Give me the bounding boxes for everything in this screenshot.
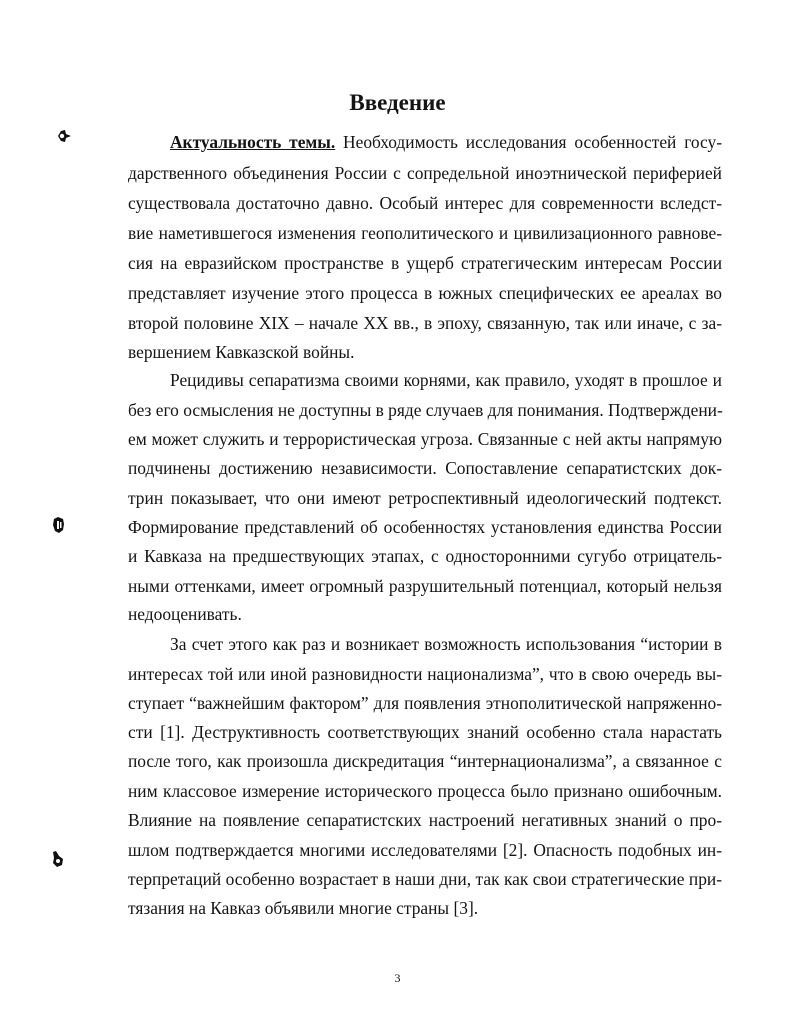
paragraph-2-line-8: ными оттенками, имеет огромный разрушительный потенциал, который нельзя [128,576,722,596]
paragraph-1-line-8: вершением Кавказской войны. [128,342,355,362]
paragraph-3-line-9: терпретаций особенно возрастает в наши дни, так как свои стратегические при- [128,869,722,889]
paragraph-2-line-5: трин показывает, что они имеют ретроспективный идеологический подтекст. [128,488,722,508]
paragraph-1-line-5: сия на евразийском пространстве в ущерб стратегическим интересам России [128,253,722,273]
paragraph-3-line-3: ступает “важнейшим фактором” для появления этнополитической напряженно- [128,693,722,713]
paragraph-1-line-2: дарственного объединения России с сопредельной иноэтнической периферией [128,163,722,183]
paragraph-1-line-1-text: Необходимость исследования особенностей госу- [335,132,722,152]
page-title: Введение [349,90,446,115]
paragraph-1-line-3: существовала достаточно давно. Особый интерес для современности вследст- [128,193,722,213]
scan-mark-bottom [50,850,66,868]
paragraph-3-line-4: сти [1]. Деструктивность соответствующих знаний особенно стала нарастать [128,722,722,742]
scan-mark-middle [51,516,67,534]
paragraph-3-line-2: интересах той или иной разновидности национализма”, что в свою очередь вы- [128,664,722,684]
paragraph-3-line-6: ним классовое измерение исторического процесса было признано ошибочным. [128,781,722,801]
paragraph-3-line-5: после того, как произошла дискредитация “интернационализма”, а связанное с [128,751,722,771]
paragraph-3-line-7: Влияние на появление сепаратистских настроений негативных знаний о про- [128,810,722,830]
paragraph-2-line-4: подчинены достижению независимости. Сопоставление сепаратистских док- [128,458,722,478]
paragraph-1-line-1 [170,131,722,153]
paragraph-2-line-3: ем может служить и террористическая угроза. Связанные с ней акты напрямую [128,429,722,449]
paragraph-1-line-4: вие наметившегося изменения геополитического и цивилизационного равнове- [128,223,722,243]
paragraph-3-line-8: шлом подтверждается многими исследователями [2]. Опасность подобных ин- [128,840,722,860]
paragraph-1-line-6: представляет изучение этого процесса в южных специфических ее ареалах во [128,283,722,303]
page-number: 3 [394,971,401,985]
paragraph-3-line-10: тязания на Кавказ объявили многие страны [3]. [128,898,479,918]
paragraph-2-line-9: недооценивать. [128,604,242,624]
scan-mark-top [56,128,74,144]
paragraph-2-line-2: без его осмысления не доступны в ряде случаев для понимания. Подтверждени- [128,400,723,420]
paragraph-2-line-1: Рецидивы сепаратизма своими корнями, как правило, уходят в прошлое и [170,370,722,390]
section-heading: Актуальность темы. [170,132,336,152]
paragraph-2-line-7: и Кавказа на предшествующих этапах, с односторонними сугубо отрицатель- [128,546,722,566]
paragraph-3-line-1: За счет этого как раз и возникает возможность использования “истории в [170,634,722,654]
paragraph-2-line-6: Формирование представлений об особенностях установления единства России [128,517,722,537]
paragraph-1-line-7: второй половине XIX – начале XX вв., в эпоху, связанную, так или иначе, с за- [128,313,722,333]
